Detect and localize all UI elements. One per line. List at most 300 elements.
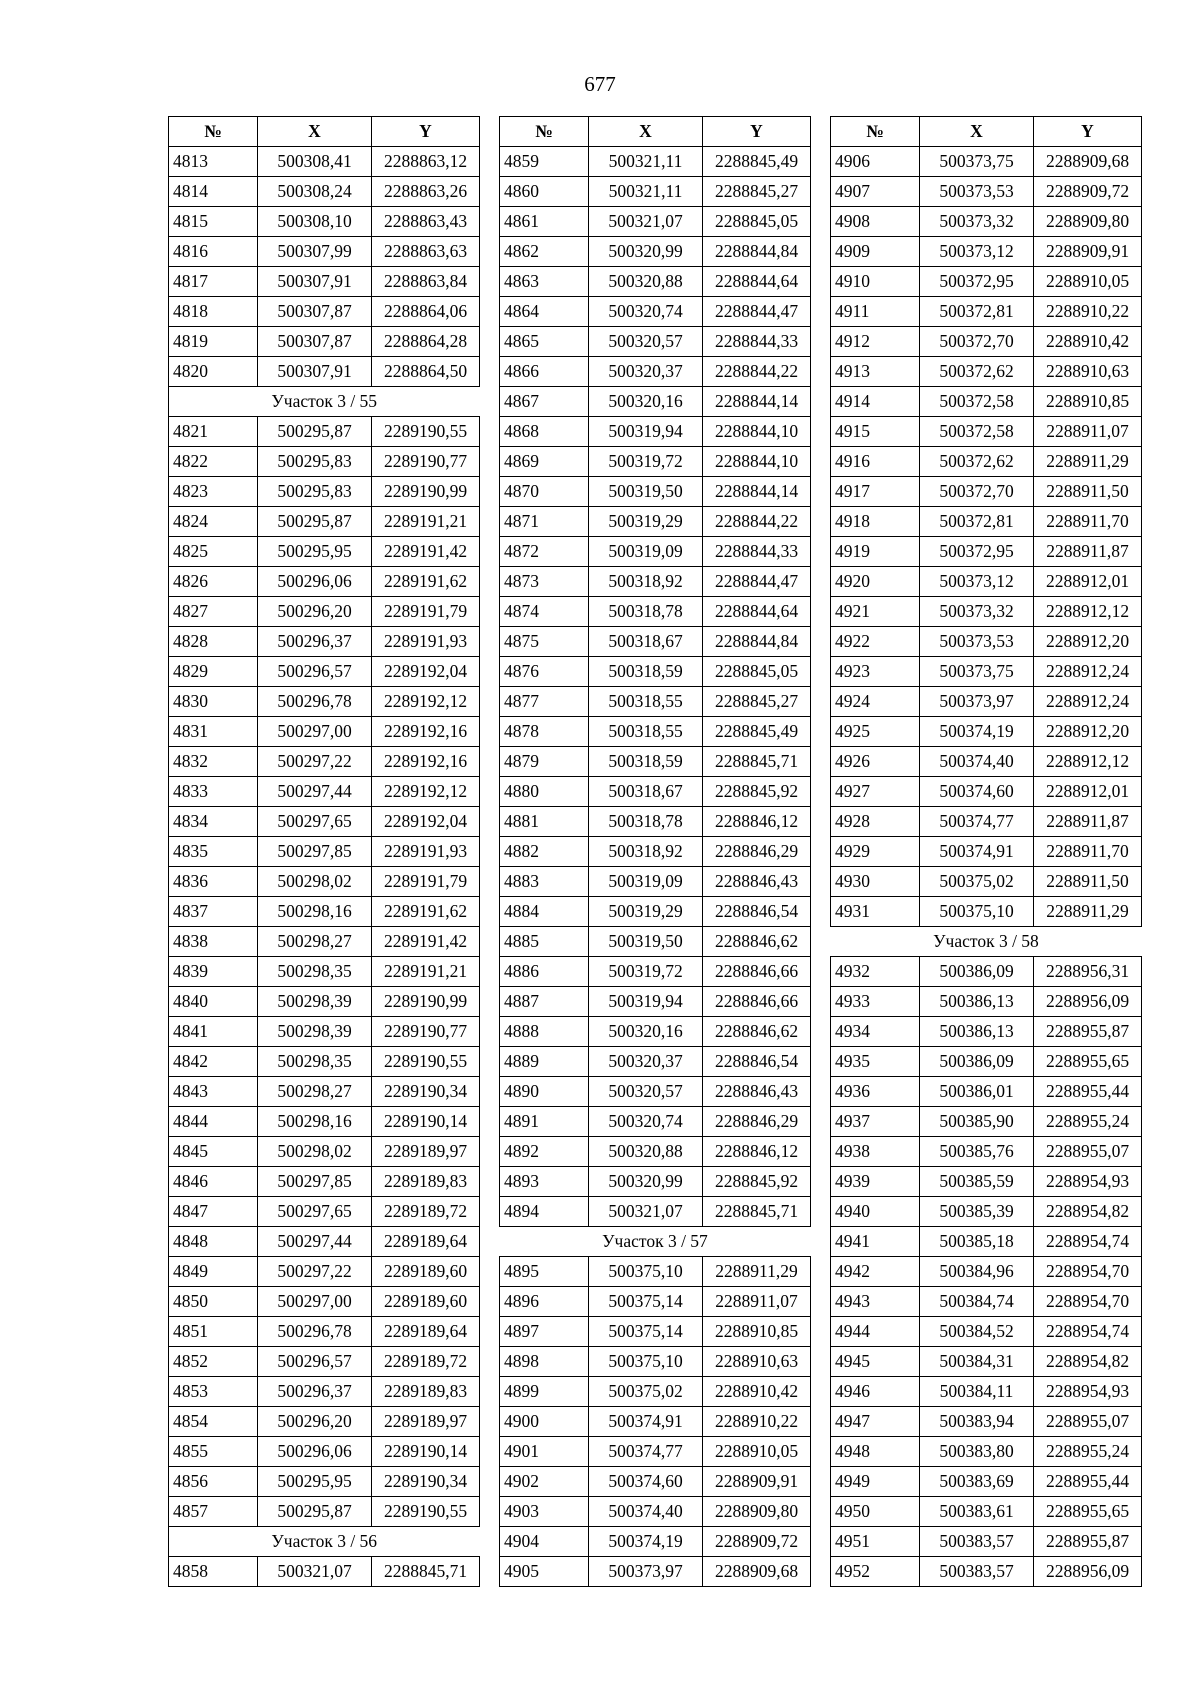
table-row [169, 1317, 480, 1347]
y-coordinate: 2288844,47 [703, 567, 811, 597]
table-row [500, 927, 811, 957]
table-row [169, 1557, 480, 1587]
y-coordinate: 2289190,77 [372, 1017, 480, 1047]
x-coordinate: 500308,24 [258, 177, 372, 207]
point-number: 4863 [500, 267, 589, 297]
point-number: 4896 [500, 1287, 589, 1317]
point-number: 4948 [831, 1437, 920, 1467]
table-row [500, 657, 811, 687]
point-number: 4877 [500, 687, 589, 717]
table-row [500, 747, 811, 777]
x-coordinate: 500298,02 [258, 1137, 372, 1167]
table-row [831, 1407, 1142, 1437]
table-row [831, 1497, 1142, 1527]
point-number: 4841 [169, 1017, 258, 1047]
section-title: Участок 3 / 58 [831, 927, 1142, 957]
x-coordinate: 500297,85 [258, 837, 372, 867]
y-coordinate: 2289189,97 [372, 1407, 480, 1437]
x-coordinate: 500373,32 [920, 597, 1034, 627]
x-coordinate: 500297,65 [258, 807, 372, 837]
y-coordinate: 2289191,93 [372, 837, 480, 867]
point-number: 4949 [831, 1467, 920, 1497]
table-row [831, 417, 1142, 447]
table-row [831, 777, 1142, 807]
x-coordinate: 500319,94 [589, 987, 703, 1017]
x-coordinate: 500318,59 [589, 657, 703, 687]
table-row [169, 1377, 480, 1407]
point-number: 4922 [831, 627, 920, 657]
point-number: 4952 [831, 1557, 920, 1587]
table-row [169, 417, 480, 447]
table-row [831, 657, 1142, 687]
table-row [831, 867, 1142, 897]
x-coordinate: 500386,13 [920, 1017, 1034, 1047]
header-y: Y [703, 117, 811, 147]
table-row [169, 1347, 480, 1377]
y-coordinate: 2288956,31 [1034, 957, 1142, 987]
y-coordinate: 2288844,33 [703, 537, 811, 567]
header-num: № [169, 117, 258, 147]
y-coordinate: 2288846,62 [703, 1017, 811, 1047]
point-number: 4850 [169, 1287, 258, 1317]
y-coordinate: 2288912,24 [1034, 657, 1142, 687]
point-number: 4941 [831, 1227, 920, 1257]
point-number: 4826 [169, 567, 258, 597]
table-row [500, 687, 811, 717]
x-coordinate: 500383,80 [920, 1437, 1034, 1467]
y-coordinate: 2288864,28 [372, 327, 480, 357]
y-coordinate: 2288955,44 [1034, 1077, 1142, 1107]
point-number: 4879 [500, 747, 589, 777]
point-number: 4880 [500, 777, 589, 807]
point-number: 4890 [500, 1077, 589, 1107]
y-coordinate: 2289190,55 [372, 1497, 480, 1527]
point-number: 4914 [831, 387, 920, 417]
point-number: 4864 [500, 297, 589, 327]
x-coordinate: 500321,07 [589, 207, 703, 237]
y-coordinate: 2289189,60 [372, 1287, 480, 1317]
y-coordinate: 2288912,12 [1034, 747, 1142, 777]
table-row [500, 1137, 811, 1167]
point-number: 4912 [831, 327, 920, 357]
table-row [169, 297, 480, 327]
table-row [169, 987, 480, 1017]
section-row [169, 1527, 480, 1557]
point-number: 4828 [169, 627, 258, 657]
point-number: 4866 [500, 357, 589, 387]
table-row [500, 1287, 811, 1317]
point-number: 4913 [831, 357, 920, 387]
table-row [169, 867, 480, 897]
x-coordinate: 500372,58 [920, 387, 1034, 417]
table-row [169, 357, 480, 387]
point-number: 4840 [169, 987, 258, 1017]
table-row [500, 1467, 811, 1497]
x-coordinate: 500296,20 [258, 1407, 372, 1437]
y-coordinate: 2288954,74 [1034, 1227, 1142, 1257]
table-row [169, 1437, 480, 1467]
x-coordinate: 500319,29 [589, 507, 703, 537]
y-coordinate: 2288955,44 [1034, 1467, 1142, 1497]
point-number: 4881 [500, 807, 589, 837]
point-number: 4915 [831, 417, 920, 447]
y-coordinate: 2288844,10 [703, 417, 811, 447]
x-coordinate: 500296,06 [258, 567, 372, 597]
y-coordinate: 2289190,55 [372, 1047, 480, 1077]
x-coordinate: 500295,87 [258, 417, 372, 447]
point-number: 4856 [169, 1467, 258, 1497]
y-coordinate: 2288912,12 [1034, 597, 1142, 627]
header-x: X [258, 117, 372, 147]
y-coordinate: 2288863,63 [372, 237, 480, 267]
point-number: 4895 [500, 1257, 589, 1287]
point-number: 4929 [831, 837, 920, 867]
point-number: 4852 [169, 1347, 258, 1377]
x-coordinate: 500307,87 [258, 297, 372, 327]
point-number: 4916 [831, 447, 920, 477]
x-coordinate: 500318,78 [589, 807, 703, 837]
point-number: 4889 [500, 1047, 589, 1077]
x-coordinate: 500372,81 [920, 297, 1034, 327]
y-coordinate: 2289190,14 [372, 1437, 480, 1467]
table-row [169, 1257, 480, 1287]
x-coordinate: 500298,35 [258, 957, 372, 987]
point-number: 4845 [169, 1137, 258, 1167]
y-coordinate: 2288954,74 [1034, 1317, 1142, 1347]
table-row [831, 1227, 1142, 1257]
section-row [169, 387, 480, 417]
x-coordinate: 500297,44 [258, 777, 372, 807]
point-number: 4932 [831, 957, 920, 987]
table-row [831, 177, 1142, 207]
y-coordinate: 2289191,21 [372, 957, 480, 987]
x-coordinate: 500298,27 [258, 1077, 372, 1107]
table-row [831, 1137, 1142, 1167]
point-number: 4918 [831, 507, 920, 537]
y-coordinate: 2289190,99 [372, 477, 480, 507]
table-row [500, 1197, 811, 1227]
y-coordinate: 2288910,85 [703, 1317, 811, 1347]
x-coordinate: 500383,57 [920, 1557, 1034, 1587]
section-title: Участок 3 / 57 [500, 1227, 811, 1257]
table-row [169, 837, 480, 867]
x-coordinate: 500296,37 [258, 627, 372, 657]
table-row [169, 1227, 480, 1257]
y-coordinate: 2288954,93 [1034, 1167, 1142, 1197]
x-coordinate: 500298,16 [258, 897, 372, 927]
table-row [500, 807, 811, 837]
y-coordinate: 2289191,21 [372, 507, 480, 537]
point-number: 4911 [831, 297, 920, 327]
table-row [500, 147, 811, 177]
y-coordinate: 2289189,83 [372, 1167, 480, 1197]
point-number: 4904 [500, 1527, 589, 1557]
table-row [169, 1047, 480, 1077]
point-number: 4926 [831, 747, 920, 777]
point-number: 4819 [169, 327, 258, 357]
point-number: 4921 [831, 597, 920, 627]
table-row [500, 867, 811, 897]
point-number: 4833 [169, 777, 258, 807]
x-coordinate: 500385,18 [920, 1227, 1034, 1257]
x-coordinate: 500375,10 [589, 1257, 703, 1287]
y-coordinate: 2289191,62 [372, 567, 480, 597]
x-coordinate: 500372,70 [920, 477, 1034, 507]
x-coordinate: 500295,87 [258, 1497, 372, 1527]
point-number: 4867 [500, 387, 589, 417]
y-coordinate: 2289191,79 [372, 867, 480, 897]
point-number: 4827 [169, 597, 258, 627]
table-row [169, 1017, 480, 1047]
y-coordinate: 2288845,71 [372, 1557, 480, 1587]
y-coordinate: 2288909,80 [703, 1497, 811, 1527]
point-number: 4937 [831, 1107, 920, 1137]
table-row [169, 897, 480, 927]
x-coordinate: 500319,72 [589, 447, 703, 477]
x-coordinate: 500372,81 [920, 507, 1034, 537]
table-row [831, 537, 1142, 567]
x-coordinate: 500295,83 [258, 477, 372, 507]
point-number: 4873 [500, 567, 589, 597]
table-row [500, 327, 811, 357]
point-number: 4865 [500, 327, 589, 357]
y-coordinate: 2288954,70 [1034, 1257, 1142, 1287]
x-coordinate: 500298,27 [258, 927, 372, 957]
point-number: 4892 [500, 1137, 589, 1167]
coordinates-table-2 [499, 116, 811, 1587]
point-number: 4940 [831, 1197, 920, 1227]
x-coordinate: 500373,53 [920, 177, 1034, 207]
table-row [169, 927, 480, 957]
y-coordinate: 2288863,84 [372, 267, 480, 297]
y-coordinate: 2288955,87 [1034, 1527, 1142, 1557]
point-number: 4814 [169, 177, 258, 207]
y-coordinate: 2288911,87 [1034, 537, 1142, 567]
table-row [500, 1167, 811, 1197]
y-coordinate: 2289192,16 [372, 747, 480, 777]
table-row [500, 567, 811, 597]
x-coordinate: 500318,67 [589, 627, 703, 657]
y-coordinate: 2288845,49 [703, 147, 811, 177]
table-row [831, 267, 1142, 297]
x-coordinate: 500318,59 [589, 747, 703, 777]
x-coordinate: 500298,02 [258, 867, 372, 897]
x-coordinate: 500320,57 [589, 327, 703, 357]
x-coordinate: 500320,74 [589, 1107, 703, 1137]
y-coordinate: 2288845,05 [703, 207, 811, 237]
y-coordinate: 2288910,22 [703, 1407, 811, 1437]
x-coordinate: 500318,78 [589, 597, 703, 627]
table-row [831, 1107, 1142, 1137]
x-coordinate: 500321,11 [589, 147, 703, 177]
table-row [831, 837, 1142, 867]
table-row [831, 987, 1142, 1017]
point-number: 4823 [169, 477, 258, 507]
point-number: 4820 [169, 357, 258, 387]
point-number: 4829 [169, 657, 258, 687]
y-coordinate: 2288845,27 [703, 687, 811, 717]
point-number: 4876 [500, 657, 589, 687]
x-coordinate: 500374,60 [589, 1467, 703, 1497]
x-coordinate: 500385,59 [920, 1167, 1034, 1197]
table-row [831, 1527, 1142, 1557]
point-number: 4822 [169, 447, 258, 477]
point-number: 4837 [169, 897, 258, 927]
y-coordinate: 2288911,50 [1034, 477, 1142, 507]
x-coordinate: 500386,09 [920, 957, 1034, 987]
x-coordinate: 500373,75 [920, 147, 1034, 177]
coordinates-table-3 [830, 116, 1142, 1587]
x-coordinate: 500318,67 [589, 777, 703, 807]
x-coordinate: 500320,37 [589, 1047, 703, 1077]
table-row [169, 327, 480, 357]
table-row [500, 1497, 811, 1527]
x-coordinate: 500296,06 [258, 1437, 372, 1467]
point-number: 4917 [831, 477, 920, 507]
point-number: 4851 [169, 1317, 258, 1347]
table-row [831, 1077, 1142, 1107]
y-coordinate: 2288910,63 [1034, 357, 1142, 387]
table-row [831, 957, 1142, 987]
x-coordinate: 500372,62 [920, 447, 1034, 477]
y-coordinate: 2288911,07 [703, 1287, 811, 1317]
x-coordinate: 500383,69 [920, 1467, 1034, 1497]
table-row [831, 717, 1142, 747]
y-coordinate: 2288846,29 [703, 837, 811, 867]
y-coordinate: 2288844,10 [703, 447, 811, 477]
page-number: 677 [584, 72, 616, 96]
table-row [500, 537, 811, 567]
point-number: 4897 [500, 1317, 589, 1347]
table-row [831, 1467, 1142, 1497]
table-row [169, 1407, 480, 1437]
y-coordinate: 2289192,12 [372, 687, 480, 717]
x-coordinate: 500374,19 [920, 717, 1034, 747]
point-number: 4925 [831, 717, 920, 747]
point-number: 4887 [500, 987, 589, 1017]
point-number: 4818 [169, 297, 258, 327]
point-number: 4870 [500, 477, 589, 507]
table-row [169, 1497, 480, 1527]
y-coordinate: 2288911,29 [1034, 897, 1142, 927]
header-y: Y [372, 117, 480, 147]
point-number: 4933 [831, 987, 920, 1017]
y-coordinate: 2288955,65 [1034, 1497, 1142, 1527]
x-coordinate: 500374,60 [920, 777, 1034, 807]
table-row [169, 1467, 480, 1497]
point-number: 4872 [500, 537, 589, 567]
table-row [500, 777, 811, 807]
point-number: 4849 [169, 1257, 258, 1287]
table-row [500, 1047, 811, 1077]
point-number: 4944 [831, 1317, 920, 1347]
point-number: 4909 [831, 237, 920, 267]
x-coordinate: 500372,58 [920, 417, 1034, 447]
table-row [169, 657, 480, 687]
y-coordinate: 2288955,87 [1034, 1017, 1142, 1047]
x-coordinate: 500296,78 [258, 687, 372, 717]
table-row [500, 267, 811, 297]
x-coordinate: 500295,83 [258, 447, 372, 477]
point-number: 4943 [831, 1287, 920, 1317]
x-coordinate: 500321,11 [589, 177, 703, 207]
x-coordinate: 500320,88 [589, 267, 703, 297]
x-coordinate: 500320,16 [589, 1017, 703, 1047]
point-number: 4843 [169, 1077, 258, 1107]
y-coordinate: 2288909,68 [703, 1557, 811, 1587]
y-coordinate: 2288954,70 [1034, 1287, 1142, 1317]
point-number: 4874 [500, 597, 589, 627]
y-coordinate: 2288844,64 [703, 597, 811, 627]
x-coordinate: 500320,88 [589, 1137, 703, 1167]
point-number: 4860 [500, 177, 589, 207]
table-row [169, 567, 480, 597]
x-coordinate: 500321,07 [258, 1557, 372, 1587]
x-coordinate: 500384,11 [920, 1377, 1034, 1407]
point-number: 4942 [831, 1257, 920, 1287]
y-coordinate: 2289191,62 [372, 897, 480, 927]
point-number: 4859 [500, 147, 589, 177]
x-coordinate: 500295,87 [258, 507, 372, 537]
x-coordinate: 500318,55 [589, 687, 703, 717]
point-number: 4855 [169, 1437, 258, 1467]
header-x: X [920, 117, 1034, 147]
y-coordinate: 2288846,43 [703, 1077, 811, 1107]
x-coordinate: 500298,39 [258, 987, 372, 1017]
table-row [169, 507, 480, 537]
table-row [500, 297, 811, 327]
x-coordinate: 500319,29 [589, 897, 703, 927]
y-coordinate: 2289192,16 [372, 717, 480, 747]
table-row [500, 417, 811, 447]
y-coordinate: 2288863,12 [372, 147, 480, 177]
table-row [831, 297, 1142, 327]
y-coordinate: 2288845,49 [703, 717, 811, 747]
table-row [831, 1377, 1142, 1407]
y-coordinate: 2288846,12 [703, 807, 811, 837]
y-coordinate: 2288955,07 [1034, 1407, 1142, 1437]
y-coordinate: 2288845,27 [703, 177, 811, 207]
point-number: 4848 [169, 1227, 258, 1257]
table-row [169, 777, 480, 807]
y-coordinate: 2288911,87 [1034, 807, 1142, 837]
y-coordinate: 2289191,42 [372, 537, 480, 567]
table-row [831, 897, 1142, 927]
point-number: 4875 [500, 627, 589, 657]
x-coordinate: 500375,02 [920, 867, 1034, 897]
x-coordinate: 500297,85 [258, 1167, 372, 1197]
table-row [831, 687, 1142, 717]
x-coordinate: 500318,92 [589, 567, 703, 597]
point-number: 4813 [169, 147, 258, 177]
y-coordinate: 2289190,77 [372, 447, 480, 477]
table-row [500, 177, 811, 207]
point-number: 4923 [831, 657, 920, 687]
y-coordinate: 2288846,12 [703, 1137, 811, 1167]
point-number: 4842 [169, 1047, 258, 1077]
header-num: № [831, 117, 920, 147]
table-row [831, 447, 1142, 477]
y-coordinate: 2288910,42 [703, 1377, 811, 1407]
y-coordinate: 2288863,43 [372, 207, 480, 237]
table-row [500, 447, 811, 477]
point-number: 4919 [831, 537, 920, 567]
y-coordinate: 2288911,70 [1034, 507, 1142, 537]
x-coordinate: 500320,74 [589, 297, 703, 327]
point-number: 4938 [831, 1137, 920, 1167]
point-number: 4838 [169, 927, 258, 957]
y-coordinate: 2288954,82 [1034, 1197, 1142, 1227]
